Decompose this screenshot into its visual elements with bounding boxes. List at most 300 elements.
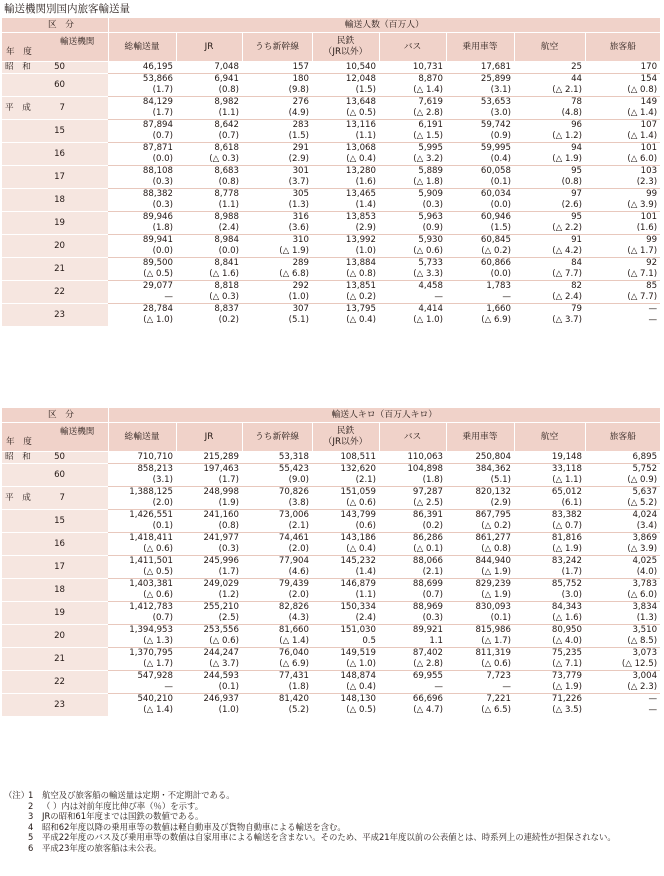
rate-cell: (△ 6.0) — [627, 590, 658, 600]
rate-cell: (1.7) — [218, 475, 239, 485]
value-cell: 89,921 — [379, 624, 446, 636]
rate-cell: (0.3) — [422, 200, 443, 210]
rate-cell: (△ 0.2) — [481, 521, 511, 531]
rate-cell: (0.0) — [490, 269, 511, 279]
rate-cell: (2.9) — [288, 154, 309, 164]
rate-cell: (△ 3.7) — [209, 659, 239, 669]
rate-cell: (△ 2.8) — [413, 108, 443, 118]
value-cell: 844,940 — [446, 555, 514, 567]
col-header-passenger-car — [446, 423, 514, 452]
value-cell: 59,995 — [446, 142, 514, 154]
value-cell: 250,804 — [475, 451, 511, 462]
value-cell: 149,519 — [312, 647, 379, 659]
rate-cell: (3.6) — [288, 223, 309, 233]
rate-cell: (△ 2.2) — [552, 223, 582, 233]
rate-cell: (2.1) — [422, 567, 443, 577]
rate-cell: (1.2) — [218, 590, 239, 600]
value-cell: 13,884 — [312, 257, 379, 269]
rate-cell: (2.4) — [218, 223, 239, 233]
value-cell: 74,461 — [242, 532, 312, 544]
rate-cell: (0.2) — [422, 521, 443, 531]
value-cell: 88,699 — [379, 578, 446, 590]
rate-cell: (0.7) — [422, 590, 443, 600]
value-cell: 78 — [514, 96, 585, 108]
kikan-nendo-label — [2, 423, 108, 452]
table-row — [2, 486, 660, 498]
value-cell: 170 — [640, 61, 658, 72]
value-cell: 143,186 — [312, 532, 379, 544]
year-cell — [2, 211, 108, 234]
rate-cell: (△ 1.0) — [413, 315, 443, 325]
value-cell: 12,048 — [312, 73, 379, 85]
rate-cell: (0.0) — [152, 246, 173, 256]
table-row — [2, 73, 660, 85]
year-cell — [2, 257, 108, 280]
rate-cell: (△ 1.9) — [552, 154, 582, 164]
value-cell: 5,930 — [379, 234, 446, 246]
value-cell: 28,784 — [108, 303, 176, 315]
value-cell: 60,946 — [446, 211, 514, 223]
value-cell: 89,946 — [108, 211, 176, 223]
value-cell: 53,866 — [108, 73, 176, 85]
table-row — [2, 693, 660, 705]
col-header-text: 乗用車等 — [462, 431, 498, 442]
table-row — [2, 578, 660, 590]
value-cell: — — [585, 693, 660, 705]
table-row — [2, 188, 660, 200]
rate-cell: (1.5) — [355, 85, 376, 95]
rate-cell: (△ 3.2) — [413, 154, 443, 164]
kikan-nendo-label — [2, 33, 108, 62]
rate-cell: (4.9) — [288, 108, 309, 118]
rate-cell: (△ 0.6) — [413, 246, 443, 256]
year-label: 7 — [59, 492, 65, 503]
table-row — [2, 61, 660, 73]
value-cell: 101 — [585, 142, 660, 154]
value-cell: 8,818 — [176, 280, 242, 292]
value-cell: 7,221 — [446, 693, 514, 705]
group-title: 輸送人数（百万人） — [108, 18, 660, 33]
value-cell: 4,024 — [585, 509, 660, 521]
rate-cell: (3.0) — [490, 108, 511, 118]
value-cell: 46,195 — [142, 61, 173, 72]
col-header-text: うち新幹線 — [255, 41, 299, 52]
rate-cell: (△ 7.7) — [552, 269, 582, 279]
value-cell: 110,063 — [407, 451, 443, 462]
rate-cell: — — [502, 682, 511, 692]
rate-cell: (△ 0.8) — [346, 269, 376, 279]
value-cell: 104,898 — [379, 463, 446, 475]
note-number: 2 — [28, 800, 34, 811]
value-cell: 8,841 — [176, 257, 242, 269]
value-cell: 1,411,501 — [108, 555, 176, 567]
rate-cell: (0.1) — [218, 682, 239, 692]
value-cell: 73,006 — [242, 509, 312, 521]
rate-cell: (0.1) — [490, 177, 511, 187]
value-cell: 5,752 — [585, 463, 660, 475]
rate-cell: (1.7) — [152, 85, 173, 95]
rate-cell: — — [648, 315, 658, 325]
value-cell: 245,996 — [176, 555, 242, 567]
table-row — [2, 670, 660, 682]
rate-cell: (1.6) — [355, 177, 376, 187]
value-cell: 83,382 — [514, 509, 585, 521]
rate-cell: (△ 0.9) — [627, 475, 658, 485]
value-cell: 710,710 — [137, 451, 173, 462]
rate-cell: (2.0) — [288, 590, 309, 600]
value-cell: 92 — [585, 257, 660, 269]
value-cell: 81,420 — [242, 693, 312, 705]
year-cell — [2, 188, 108, 211]
table-row — [2, 303, 660, 315]
value-cell: 53,318 — [278, 451, 309, 462]
table-row — [2, 234, 660, 246]
value-cell: 1,783 — [446, 280, 514, 292]
header-row — [2, 408, 660, 423]
value-cell: 91 — [514, 234, 585, 246]
value-cell: 79,439 — [242, 578, 312, 590]
rate-cell: (4.3) — [288, 613, 309, 623]
rate-cell: 1.1 — [429, 636, 443, 646]
value-cell: 89,941 — [108, 234, 176, 246]
note-text: 昭和62年度以降の乗用車等の数値は軽自動車及び貨物自動車による輸送を含む。 — [42, 821, 346, 832]
rate-cell: (3.1) — [490, 85, 511, 95]
year-cell — [2, 509, 108, 532]
rate-cell: (△ 2.3) — [627, 682, 658, 692]
rate-cell: (△ 7.1) — [552, 659, 582, 669]
year-cell — [2, 463, 108, 486]
value-cell: 5,963 — [379, 211, 446, 223]
table-row — [2, 451, 660, 463]
value-cell: 540,210 — [108, 693, 176, 705]
rate-cell: (△ 0.7) — [552, 521, 582, 531]
table-row — [2, 601, 660, 613]
rate-cell: (△ 1.9) — [552, 544, 582, 554]
rate-cell: (5.2) — [288, 705, 309, 715]
era-label: 昭 和 — [5, 62, 31, 72]
year-label: 17 — [54, 561, 65, 572]
value-cell: 7,619 — [379, 96, 446, 108]
year-cell — [2, 119, 108, 142]
value-cell: 143,799 — [312, 509, 379, 521]
rate-cell: (△ 0.8) — [627, 85, 658, 95]
value-cell: 3,510 — [585, 624, 660, 636]
value-cell: 3,073 — [585, 647, 660, 659]
value-cell: 5,733 — [379, 257, 446, 269]
rate-cell: (1.4) — [355, 200, 376, 210]
rate-cell: (△ 0.6) — [143, 544, 173, 554]
rate-cell: (△ 0.3) — [209, 292, 239, 302]
value-cell: 283 — [242, 119, 312, 131]
value-cell: 80,950 — [514, 624, 585, 636]
value-cell: 81,816 — [514, 532, 585, 544]
value-cell: 33,118 — [514, 463, 585, 475]
value-cell: 99 — [585, 188, 660, 200]
value-cell: 53,653 — [446, 96, 514, 108]
table-row — [2, 463, 660, 475]
value-cell: 8,683 — [176, 165, 242, 177]
table-row — [2, 280, 660, 292]
rate-cell: (0.8) — [561, 177, 582, 187]
year-label: 20 — [54, 630, 65, 641]
year-cell — [2, 670, 108, 693]
rate-cell: (△ 0.6) — [481, 659, 511, 669]
rate-cell: — — [164, 682, 173, 692]
rate-cell: (△ 3.3) — [413, 269, 443, 279]
note-item — [4, 811, 660, 822]
rate-cell: (△ 2.1) — [552, 85, 582, 95]
value-cell: 8,778 — [176, 188, 242, 200]
value-cell: 71,226 — [514, 693, 585, 705]
rate-cell: — — [648, 705, 658, 715]
value-cell: 1,403,381 — [108, 578, 176, 590]
value-cell: 1,426,551 — [108, 509, 176, 521]
value-cell: 307 — [242, 303, 312, 315]
value-cell: 29,077 — [108, 280, 176, 292]
rate-cell: (△ 6.0) — [627, 154, 658, 164]
value-cell: 241,160 — [176, 509, 242, 521]
rate-cell: (△ 2.8) — [413, 659, 443, 669]
rate-cell: (△ 0.5) — [143, 269, 173, 279]
rate-cell: (0.3) — [422, 613, 443, 623]
kubun-label — [2, 408, 108, 423]
col-header-text: うち新幹線 — [255, 431, 299, 442]
rate-cell: (0.8) — [218, 521, 239, 531]
rate-cell: (△ 2.4) — [552, 292, 582, 302]
value-cell: 215,289 — [203, 451, 239, 462]
year-label: 19 — [54, 217, 65, 228]
rate-cell: (△ 2.5) — [413, 498, 443, 508]
col-header-text: （JR以外） — [323, 437, 368, 447]
col-header-text: 旅客船 — [609, 431, 636, 442]
rate-cell: (△ 1.6) — [552, 613, 582, 623]
rate-cell: (△ 0.1) — [413, 544, 443, 554]
rate-cell: (0.9) — [422, 223, 443, 233]
year-label: 21 — [54, 653, 65, 664]
value-cell: 89,500 — [108, 257, 176, 269]
col-header-text: 総輸送量 — [124, 431, 160, 442]
note-label — [4, 801, 28, 812]
value-cell: 86,286 — [379, 532, 446, 544]
col-header-text: バス — [403, 41, 422, 52]
value-cell: 95 — [514, 211, 585, 223]
notes — [4, 790, 660, 854]
note-item — [4, 832, 660, 843]
value-cell: 8,618 — [176, 142, 242, 154]
value-cell: 13,853 — [312, 211, 379, 223]
note-text: 航空及び旅客船の輸送量は定期・不定期計である。 — [42, 790, 235, 800]
value-cell: 77,431 — [242, 670, 312, 682]
year-label: 16 — [54, 148, 65, 159]
rate-cell: (△ 1.9) — [552, 682, 582, 692]
value-cell: 84 — [514, 257, 585, 269]
year-label: 22 — [54, 676, 65, 687]
rate-cell: (1.5) — [288, 131, 309, 141]
value-cell: 5,637 — [585, 486, 660, 498]
rate-cell: (1.7) — [218, 567, 239, 577]
year-cell — [2, 647, 108, 670]
table-row — [2, 257, 660, 269]
value-cell: 82,826 — [242, 601, 312, 613]
value-cell: 246,937 — [176, 693, 242, 705]
value-cell: 77,904 — [242, 555, 312, 567]
value-cell: 151,030 — [312, 624, 379, 636]
rate-cell: (3.7) — [288, 177, 309, 187]
year-cell — [2, 601, 108, 624]
rate-cell: (△ 6.8) — [279, 269, 309, 279]
table-row — [2, 555, 660, 567]
rate-cell: (2.1) — [355, 475, 376, 485]
table-row — [2, 532, 660, 544]
note-label — [4, 822, 28, 833]
rate-cell: (△ 1.2) — [552, 131, 582, 141]
rate-cell: (0.9) — [490, 131, 511, 141]
rate-cell: (△ 0.6) — [143, 590, 173, 600]
note-item — [4, 790, 660, 801]
col-header-text: 航空 — [540, 431, 559, 442]
note-label: （注） — [4, 790, 30, 800]
value-cell: 65,012 — [514, 486, 585, 498]
col-header-shinkansen — [242, 423, 312, 452]
rate-cell: (△ 1.5) — [413, 131, 443, 141]
value-cell: 25 — [571, 61, 582, 72]
rate-cell: 0.5 — [362, 636, 376, 646]
rate-cell: (0.3) — [152, 177, 173, 187]
note-text: 平成23年度の旅客船は未公表。 — [42, 842, 162, 853]
rate-cell: (△ 4.7) — [413, 705, 443, 715]
table-passenger-km — [2, 408, 660, 716]
column-header-row — [2, 33, 660, 62]
group-title: 輸送人キロ（百万人キロ） — [108, 408, 660, 423]
rate-cell: (3.1) — [152, 475, 173, 485]
col-header-jr — [176, 33, 242, 62]
rate-cell: (0.0) — [218, 246, 239, 256]
value-cell: 820,132 — [446, 486, 514, 498]
rate-cell: — — [164, 292, 173, 302]
value-cell: 25,899 — [446, 73, 514, 85]
rate-cell: (1.1) — [218, 200, 239, 210]
rate-cell: (0.8) — [218, 177, 239, 187]
table-row — [2, 647, 660, 659]
value-cell: 7,723 — [446, 670, 514, 682]
value-cell: 151,059 — [312, 486, 379, 498]
value-cell: 13,795 — [312, 303, 379, 315]
value-cell: 861,277 — [446, 532, 514, 544]
value-cell: 310 — [242, 234, 312, 246]
rate-cell: (0.7) — [218, 131, 239, 141]
value-cell: 87,894 — [108, 119, 176, 131]
rate-cell: (△ 0.4) — [346, 682, 376, 692]
value-cell: 3,869 — [585, 532, 660, 544]
header-row — [2, 18, 660, 33]
rate-cell: (△ 1.0) — [346, 659, 376, 669]
rate-cell: (△ 1.6) — [209, 269, 239, 279]
rate-cell: (2.6) — [561, 200, 582, 210]
value-cell: 3,834 — [585, 601, 660, 613]
value-cell: 60,866 — [446, 257, 514, 269]
col-header-aviation — [514, 33, 585, 62]
col-header-text: 旅客船 — [609, 41, 636, 52]
value-cell: 253,556 — [176, 624, 242, 636]
value-cell: 4,458 — [379, 280, 446, 292]
value-cell: 13,851 — [312, 280, 379, 292]
note-number: 3 — [28, 811, 34, 822]
rate-cell: (4.8) — [561, 108, 582, 118]
value-cell: 5,889 — [379, 165, 446, 177]
value-cell: 811,319 — [446, 647, 514, 659]
nendo-text: 年 度 — [6, 436, 32, 447]
value-cell: 82 — [514, 280, 585, 292]
value-cell: 8,837 — [176, 303, 242, 315]
value-cell: 145,232 — [312, 555, 379, 567]
table-row — [2, 624, 660, 636]
value-cell: 7,048 — [214, 61, 239, 72]
rate-cell: (△ 0.6) — [346, 498, 376, 508]
value-cell: 830,093 — [446, 601, 514, 613]
table-row — [2, 211, 660, 223]
year-cell — [2, 142, 108, 165]
rate-cell: (△ 0.5) — [346, 705, 376, 715]
rate-cell: — — [434, 292, 443, 302]
value-cell: 6,895 — [632, 451, 658, 462]
value-cell: 4,025 — [585, 555, 660, 567]
value-cell: 84,129 — [108, 96, 176, 108]
rate-cell: (0.3) — [218, 544, 239, 554]
rate-cell: (1.0) — [355, 246, 376, 256]
rate-cell: (△ 3.7) — [552, 315, 582, 325]
col-header-bus — [379, 33, 446, 62]
rate-cell: (△ 12.5) — [621, 659, 658, 669]
value-cell: 248,998 — [176, 486, 242, 498]
value-cell: 244,593 — [176, 670, 242, 682]
col-header-passenger-car — [446, 33, 514, 62]
year-cell — [2, 693, 108, 716]
value-cell: 149 — [585, 96, 660, 108]
year-cell — [2, 624, 108, 647]
value-cell: 81,660 — [242, 624, 312, 636]
rate-cell: (1.5) — [490, 223, 511, 233]
year-cell — [2, 486, 108, 509]
rate-cell: (0.2) — [218, 315, 239, 325]
value-cell: 316 — [242, 211, 312, 223]
col-header-text: 航空 — [540, 41, 559, 52]
value-cell: 73,779 — [514, 670, 585, 682]
rate-cell: (1.0) — [218, 705, 239, 715]
kubun-text: 区 分 — [48, 410, 74, 420]
value-cell: 255,210 — [176, 601, 242, 613]
col-header-text: 民鉄 — [336, 426, 355, 436]
col-header-jr — [176, 423, 242, 452]
rate-cell: (0.0) — [152, 154, 173, 164]
rate-cell: — — [502, 292, 511, 302]
rate-cell: (△ 0.4) — [346, 544, 376, 554]
value-cell: 8,984 — [176, 234, 242, 246]
value-cell: 83,242 — [514, 555, 585, 567]
value-cell: 858,213 — [108, 463, 176, 475]
value-cell: 70,826 — [242, 486, 312, 498]
year-label: 18 — [54, 584, 65, 595]
value-cell: 69,955 — [379, 670, 446, 682]
col-header-total — [108, 33, 176, 62]
rate-cell: (3.4) — [636, 521, 658, 531]
rate-cell: (△ 3.9) — [627, 544, 658, 554]
rate-cell: (2.0) — [152, 498, 173, 508]
value-cell: 547,928 — [108, 670, 176, 682]
rate-cell: (△ 1.4) — [413, 85, 443, 95]
value-cell: 3,004 — [585, 670, 660, 682]
value-cell: 5,909 — [379, 188, 446, 200]
rate-cell: (0.0) — [490, 200, 511, 210]
